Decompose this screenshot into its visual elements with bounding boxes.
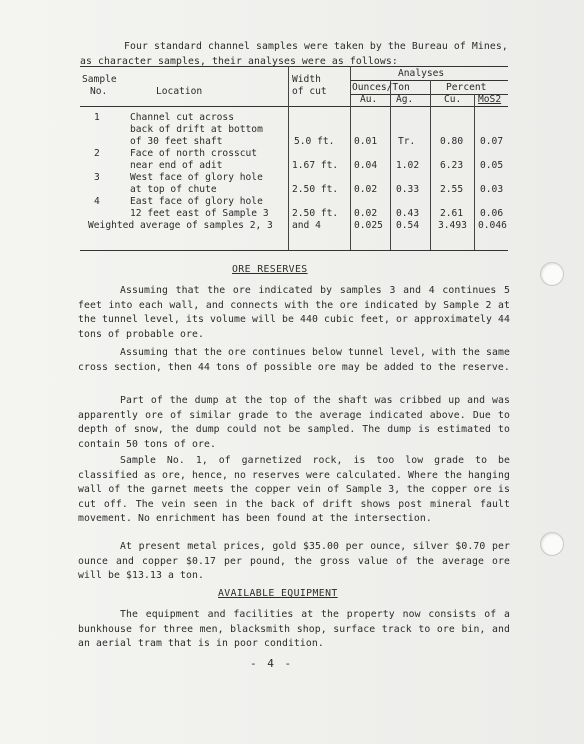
ore-paragraph-2 — [78, 346, 510, 375]
row2-no: 2 — [94, 148, 100, 159]
row1-location-2: back of drift at bottom — [130, 124, 263, 135]
row4-no: 4 — [94, 196, 100, 207]
row1-width: 5.0 ft. — [294, 136, 335, 147]
row1-location-3: of 30 feet shaft — [130, 136, 223, 147]
weighted-mos2: 0.046 — [478, 220, 507, 231]
row3-location-2: at top of chute — [130, 184, 217, 195]
ore-paragraph-3-text: Part of the dump at the top of the shaft was cribbed up and was apparently ore of similar grade to the average indicated above. Due to depth of snow, the dump could not be sampled. The dump is estimated to contain 50 tons of ore. — [78, 395, 510, 450]
row3-ag: 0.33 — [396, 184, 420, 195]
intro-line-2: as character samples, their analyses were as follows: — [80, 55, 398, 67]
header-width: Width — [292, 74, 321, 85]
page-number: - 4 - — [250, 657, 294, 670]
row4-width: 2.50 ft. — [292, 208, 339, 219]
table-bottom-rule — [80, 250, 508, 251]
row3-location-1: West face of glory hole — [130, 172, 263, 183]
row4-location-2: 12 feet east of Sample 3 — [130, 208, 269, 219]
row1-au: 0.01 — [354, 136, 378, 147]
row3-au: 0.02 — [354, 184, 378, 195]
header-ag: Ag. — [396, 94, 414, 105]
intro-line-1: Four standard channel samples were taken by the Bureau of Mines, — [124, 41, 508, 52]
header-of-cut: of cut — [292, 86, 327, 97]
row4-au: 0.02 — [354, 208, 378, 219]
row1-cu: 0.80 — [440, 136, 464, 147]
weighted-ag: 0.54 — [396, 220, 420, 231]
col-rule-percent — [430, 80, 431, 250]
header-percent: Percent — [446, 82, 487, 93]
weighted-width: and 4 — [292, 220, 321, 231]
col-rule-mos2 — [474, 94, 475, 250]
row3-no: 3 — [94, 172, 100, 183]
row1-ag: Tr. — [398, 136, 416, 147]
table-top-rule — [80, 66, 508, 67]
row2-cu: 6.23 — [440, 160, 464, 171]
row1-mos2: 0.07 — [480, 136, 504, 147]
row1-no: 1 — [94, 112, 100, 123]
punch-hole-top — [540, 262, 564, 286]
ore-reserves-heading: ORE RESERVES — [232, 264, 308, 275]
ore-paragraph-4 — [78, 454, 510, 527]
row2-ag: 1.02 — [396, 160, 420, 171]
ore-paragraph-3 — [78, 394, 510, 452]
row1-location-1: Channel cut across — [130, 112, 234, 123]
row2-location-2: near end of adit — [130, 160, 223, 171]
header-sample: Sample — [82, 74, 117, 85]
row4-mos2: 0.06 — [480, 208, 504, 219]
row4-cu: 2.61 — [440, 208, 464, 219]
analyses-rule — [350, 80, 508, 81]
analyses-table — [80, 64, 508, 252]
row2-au: 0.04 — [354, 160, 378, 171]
header-mos2: MoS2 — [478, 94, 502, 105]
punch-hole-bottom — [540, 532, 564, 556]
row3-width: 2.50 ft. — [292, 184, 339, 195]
weighted-cu: 3.493 — [438, 220, 467, 231]
ore-paragraph-5 — [78, 540, 510, 584]
ore-paragraph-4-text: Sample No. 1, of garnetized rock, is too low grade to be classified as ore, hence, no reserves were calculated. Where the hanging wall of the garnet meets the copper vein of Sample 3, the copper ore is cut off. The vein seen in the back of drift shows post mineral fault movement. No enrichment has been found at the intersection. — [78, 455, 510, 524]
ore-paragraph-5-text: At present metal prices, gold $35.00 per ounce, silver $0.70 per ounce and copper $0.17 per pound, the gross value of the average ore will be $13.13 a ton. — [78, 541, 510, 581]
ore-paragraph-1-text: Assuming that the ore indicated by samples 3 and 4 continues 5 feet into each wall, and connects with the ore indicated by Sample 2 at the tunnel level, its volume will be 440 cubic feet, or approximately 44 tons of probable ore. — [78, 285, 510, 340]
header-ounces-ton: Ounces/Ton — [352, 82, 410, 93]
header-bottom-rule — [80, 106, 508, 107]
ore-paragraph-2-text: Assuming that the ore continues below tunnel level, with the same cross section, then 44 tons of possible ore may be added to the reserve. — [78, 347, 510, 373]
col-rule-ounces — [350, 66, 351, 250]
row2-width: 1.67 ft. — [292, 160, 339, 171]
col-rule-width — [288, 66, 289, 250]
equipment-paragraph-text: The equipment and facilities at the property now consists of a bunkhouse for three men, blacksmith shop, surface track to ore bin, and an aerial tram that is in poor condition. — [78, 609, 510, 649]
header-au: Au. — [360, 94, 378, 105]
col-rule-ag — [390, 80, 391, 250]
row4-ag: 0.43 — [396, 208, 420, 219]
row3-cu: 2.55 — [440, 184, 464, 195]
ore-paragraph-1 — [78, 284, 510, 342]
row3-mos2: 0.03 — [480, 184, 504, 195]
equipment-heading: AVAILABLE EQUIPMENT — [218, 588, 338, 599]
row2-location-1: Face of north crosscut — [130, 148, 258, 159]
row4-location-1: East face of glory hole — [130, 196, 263, 207]
equipment-paragraph — [78, 608, 510, 652]
header-analyses: Analyses — [398, 68, 445, 79]
header-cu: Cu. — [444, 94, 462, 105]
header-location: Location — [156, 86, 203, 97]
weighted-label: Weighted average of samples 2, 3 — [88, 220, 273, 231]
header-no: No. — [90, 86, 108, 97]
weighted-au: 0.025 — [354, 220, 383, 231]
row2-mos2: 0.05 — [480, 160, 504, 171]
